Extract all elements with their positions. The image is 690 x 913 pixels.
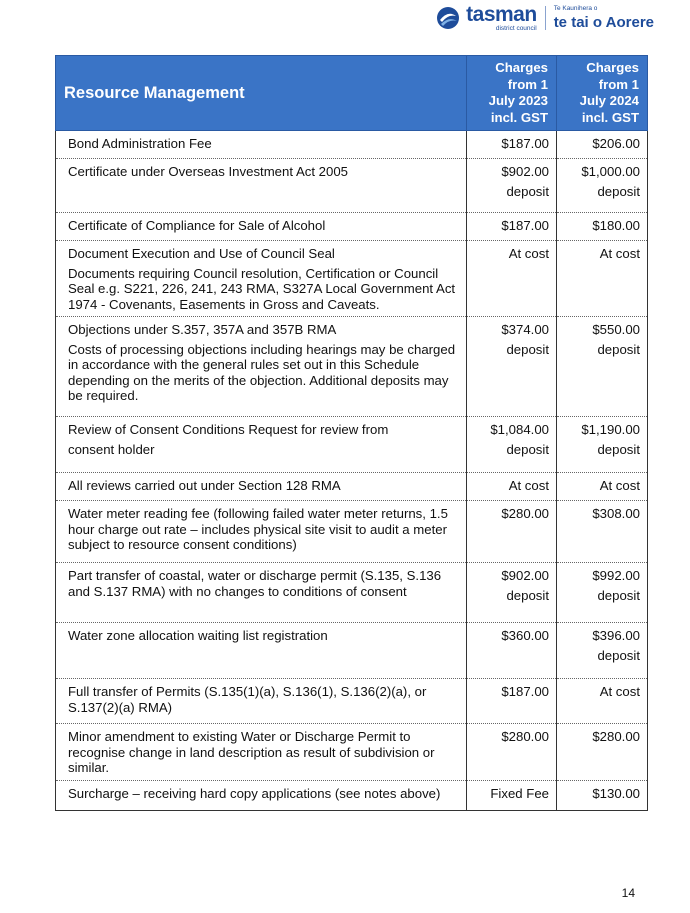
fee-amount: $280.00 (501, 506, 549, 521)
fee-label: Review of Consent Conditions Request for review from (68, 422, 389, 437)
table-row (56, 159, 648, 213)
fee-description-cell (56, 781, 467, 811)
logo-maori-text (554, 6, 654, 30)
fee-amount: $992.00 (592, 568, 640, 583)
fee-amount: $550.00 (592, 322, 640, 337)
fee-amount: $206.00 (592, 136, 640, 151)
fee-label: Certificate under Overseas Investment Act 2005 (68, 164, 349, 179)
fee-value-2024-cell (557, 501, 648, 563)
fee-value-2023-cell (467, 724, 557, 781)
table-row (56, 501, 648, 563)
fee-amount-note: deposit (597, 183, 640, 199)
fee-description-cell (56, 563, 467, 623)
fee-label: Water zone allocation waiting list registration (68, 628, 328, 643)
fee-value-2023-cell (467, 781, 557, 811)
fee-detail: Documents requiring Council resolution, Certification or Council Seal e.g. S221, 226, 241, 243 RMA, S327A Local Government Act 1974 - Covenants, Easements in Gross and Caveats. (68, 265, 456, 312)
fee-amount: At cost (508, 478, 549, 493)
fee-amount: At cost (599, 478, 640, 493)
fee-amount: $1,000.00 (581, 164, 640, 179)
fee-description-cell (56, 241, 467, 317)
fee-label: Objections under S.357, 357A and 357B RMA (68, 322, 337, 337)
fee-description-cell (56, 623, 467, 679)
fee-label: Surcharge – receiving hard copy applications (see notes above) (68, 786, 441, 801)
fee-label: Full transfer of Permits (S.135(1)(a), S.136(1), S.136(2)(a), or S.137(2)(a) RMA) (68, 684, 427, 715)
fee-amount: $308.00 (592, 506, 640, 521)
fee-amount: Fixed Fee (490, 786, 549, 801)
fee-value-2023-cell (467, 473, 557, 501)
fee-value-2023-cell (467, 317, 557, 417)
fee-label: Certificate of Compliance for Sale of Alcohol (68, 218, 326, 233)
fee-amount: At cost (508, 246, 549, 261)
fee-amount-note: deposit (597, 587, 640, 603)
fee-value-2024-cell (557, 317, 648, 417)
fee-label: Water meter reading fee (following failed water meter returns, 1.5 hour charge out rate – includes physical site visit to audit a meter subject to resource consent conditions) (68, 506, 448, 552)
table-row (56, 473, 648, 501)
fee-amount: $130.00 (592, 786, 640, 801)
logo-maori-big: te tai o Aorere (553, 13, 654, 31)
fee-description-cell (56, 501, 467, 563)
page-number: 14 (621, 886, 635, 900)
header-charges-2024 (557, 56, 648, 131)
logo-subtitle: district council (495, 24, 537, 32)
tasman-swirl-icon (436, 6, 460, 30)
header-2024-line: from 1 (598, 76, 639, 92)
fee-amount: At cost (599, 684, 640, 699)
table-header-row (56, 56, 648, 131)
logo-divider (545, 6, 546, 30)
fee-value-2023-cell (467, 501, 557, 563)
table-title: Resource Management (56, 56, 467, 131)
fee-value-2023-cell (467, 241, 557, 317)
fee-amount: $280.00 (501, 729, 549, 744)
fee-label: Part transfer of coastal, water or discharge permit (S.135, S.136 and S.137 RMA) with no changes to conditions of consent (68, 568, 442, 599)
fee-description-cell (56, 724, 467, 781)
fee-amount: $396.00 (592, 628, 640, 643)
fee-label: Bond Administration Fee (68, 136, 212, 151)
table-row (56, 317, 648, 417)
fee-rows (56, 131, 648, 811)
fee-amount-note: deposit (506, 441, 549, 457)
fee-value-2024-cell (557, 724, 648, 781)
fee-value-2024-cell (557, 623, 648, 679)
fee-amount: $902.00 (501, 568, 549, 583)
fee-value-2023-cell (467, 131, 557, 159)
fee-value-2023-cell (467, 623, 557, 679)
fee-amount: $180.00 (592, 218, 640, 233)
fee-value-2024-cell (557, 417, 648, 473)
fee-amount-note: deposit (597, 647, 640, 663)
fee-description-cell (56, 159, 467, 213)
table-row (56, 241, 648, 317)
fee-detail: consent holder (68, 441, 155, 457)
fee-amount: $902.00 (501, 164, 549, 179)
fee-label: All reviews carried out under Section 128 RMA (68, 478, 341, 493)
fee-value-2024-cell (557, 213, 648, 241)
fee-description-cell (56, 131, 467, 159)
fee-amount: $187.00 (501, 136, 549, 151)
council-logo (436, 4, 654, 32)
fee-amount: $187.00 (501, 218, 549, 233)
fee-amount-note: deposit (506, 183, 549, 199)
table-row (56, 563, 648, 623)
fee-amount: $1,084.00 (490, 422, 549, 437)
table-row (56, 679, 648, 724)
header-2024-line: Charges (586, 60, 639, 75)
logo-tasman-text (466, 4, 537, 33)
fee-description-cell (56, 679, 467, 724)
header-2023-line: Charges (495, 60, 548, 75)
fee-description-cell (56, 213, 467, 241)
header-2023-line: incl. GST (490, 109, 548, 125)
table-row (56, 781, 648, 811)
fee-amount-note: deposit (597, 441, 640, 457)
resource-management-fees-table (55, 55, 648, 811)
header-charges-2023 (467, 56, 557, 131)
table-row (56, 623, 648, 679)
fee-value-2023-cell (467, 213, 557, 241)
fee-amount: $280.00 (592, 729, 640, 744)
fee-value-2024-cell (557, 679, 648, 724)
fee-amount: $360.00 (501, 628, 549, 643)
fee-amount-note: deposit (506, 587, 549, 603)
fee-value-2023-cell (467, 679, 557, 724)
fee-amount: $187.00 (501, 684, 549, 699)
table-row (56, 213, 648, 241)
fee-value-2024-cell (557, 781, 648, 811)
table-row (56, 131, 648, 159)
fee-label: Document Execution and Use of Council Seal (68, 246, 335, 261)
fee-description-cell (56, 417, 467, 473)
logo-maori-small: Te Kaunihera o (553, 5, 598, 13)
header-2024-line: July 2024 (579, 93, 639, 108)
fee-value-2024-cell (557, 241, 648, 317)
fee-detail: Costs of processing objections including hearings may be charged in accordance with the general rules set out in this Schedule depending on the merits of the objection. Additional deposits may be required. (68, 341, 456, 403)
table-row (56, 417, 648, 473)
fee-value-2024-cell (557, 563, 648, 623)
fee-label: Minor amendment to existing Water or Discharge Permit to recognise change in land description as result of subdivision or similar. (68, 729, 435, 775)
fee-amount: $374.00 (501, 322, 549, 337)
fee-value-2023-cell (467, 563, 557, 623)
fee-amount: At cost (599, 246, 640, 261)
fee-value-2024-cell (557, 473, 648, 501)
fee-amount-note: deposit (506, 341, 549, 357)
fee-amount: $1,190.00 (581, 422, 640, 437)
logo-name: tasman (466, 2, 537, 26)
fee-value-2023-cell (467, 159, 557, 213)
table-row (56, 724, 648, 781)
fee-amount-note: deposit (597, 341, 640, 357)
header-2023-line: from 1 (507, 76, 548, 92)
header-2024-line: incl. GST (581, 109, 639, 125)
fee-value-2024-cell (557, 159, 648, 213)
fee-description-cell (56, 317, 467, 417)
fee-value-2023-cell (467, 417, 557, 473)
header-2023-line: July 2023 (488, 93, 548, 108)
fee-value-2024-cell (557, 131, 648, 159)
fee-description-cell (56, 473, 467, 501)
